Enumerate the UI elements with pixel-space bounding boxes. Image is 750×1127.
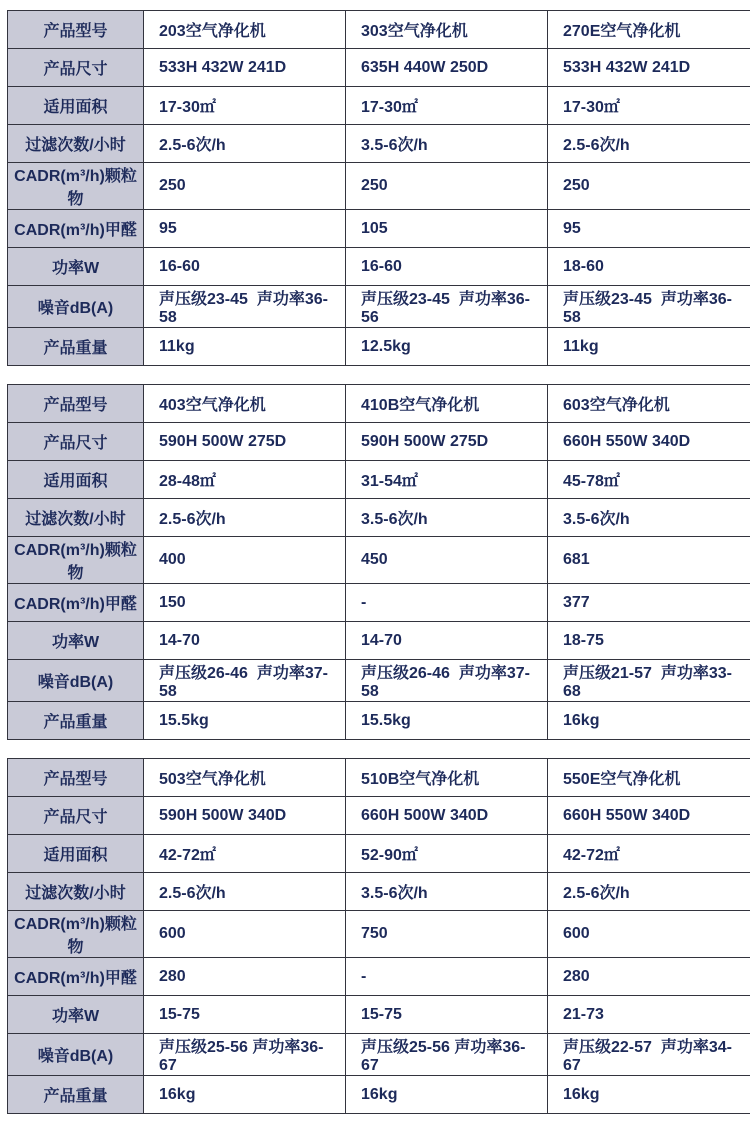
- table-row: [8, 584, 750, 622]
- table-row: [8, 759, 750, 797]
- spec-cell: 681: [548, 537, 750, 584]
- table-row: [8, 461, 750, 499]
- spec-cell: 550E空气净化机: [548, 759, 750, 797]
- spec-cell: 280: [144, 958, 346, 996]
- row-label: CADR(m³/h)颗粒物: [8, 911, 144, 958]
- table-row: [8, 660, 750, 702]
- spec-cell: 14-70: [346, 622, 548, 660]
- spec-cell: 16kg: [548, 1076, 750, 1114]
- spec-cell: 声压级21-57 声功率33-68: [548, 660, 750, 702]
- table-row: [8, 1076, 750, 1114]
- spec-cell: 声压级23-45 声功率36-58: [144, 286, 346, 328]
- spec-cell: 270E空气净化机: [548, 11, 750, 49]
- spec-cell: 660H 500W 340D: [346, 797, 548, 835]
- table-row: [8, 328, 750, 366]
- table-row: [8, 11, 750, 49]
- spec-cell: 17-30㎡: [548, 87, 750, 125]
- spec-cell: 377: [548, 584, 750, 622]
- table-row: [8, 958, 750, 996]
- spec-cell: 3.5-6次/h: [346, 499, 548, 537]
- spec-cell: 600: [548, 911, 750, 958]
- spec-cell: 303空气净化机: [346, 11, 548, 49]
- spec-cell: 533H 432W 241D: [144, 49, 346, 87]
- spec-cell: 声压级25-56 声功率36-67: [144, 1034, 346, 1076]
- row-label: 产品尺寸: [8, 423, 144, 461]
- spec-cell: 声压级23-45 声功率36-56: [346, 286, 548, 328]
- spec-cell: 17-30㎡: [144, 87, 346, 125]
- spec-cell: 95: [548, 210, 750, 248]
- row-label: 过滤次数/小时: [8, 125, 144, 163]
- row-label: CADR(m³/h)甲醛: [8, 210, 144, 248]
- table-row: [8, 911, 750, 958]
- table-row: [8, 248, 750, 286]
- spec-cell: 52-90㎡: [346, 835, 548, 873]
- spec-cell: 声压级26-46 声功率37-58: [346, 660, 548, 702]
- spec-cell: 2.5-6次/h: [548, 125, 750, 163]
- spec-cell: 17-30㎡: [346, 87, 548, 125]
- spec-cell: -: [346, 584, 548, 622]
- table-row: [8, 996, 750, 1034]
- table-row: [8, 622, 750, 660]
- spec-table-group-2: [7, 384, 750, 740]
- row-label: 适用面积: [8, 461, 144, 499]
- row-label: 过滤次数/小时: [8, 499, 144, 537]
- table-row: [8, 286, 750, 328]
- table-row: [8, 49, 750, 87]
- table-row: [8, 873, 750, 911]
- spec-cell: 600: [144, 911, 346, 958]
- spec-cell: 450: [346, 537, 548, 584]
- row-label: 产品尺寸: [8, 797, 144, 835]
- row-label: 功率W: [8, 622, 144, 660]
- spec-cell: 42-72㎡: [144, 835, 346, 873]
- spec-cell: 42-72㎡: [548, 835, 750, 873]
- table-row: [8, 1034, 750, 1076]
- spec-cell: 2.5-6次/h: [144, 873, 346, 911]
- spec-cell: 16-60: [144, 248, 346, 286]
- row-label: CADR(m³/h)甲醛: [8, 958, 144, 996]
- spec-cell: 150: [144, 584, 346, 622]
- spec-cell: 15-75: [346, 996, 548, 1034]
- spec-cell: 声压级25-56 声功率36-67: [346, 1034, 548, 1076]
- spec-cell: 590H 500W 340D: [144, 797, 346, 835]
- spec-cell: 16kg: [548, 702, 750, 740]
- spec-cell: 510B空气净化机: [346, 759, 548, 797]
- row-label: 噪音dB(A): [8, 660, 144, 702]
- row-label: 适用面积: [8, 835, 144, 873]
- table-row: [8, 702, 750, 740]
- spec-cell: 声压级22-57 声功率34-67: [548, 1034, 750, 1076]
- spec-cell: 28-48㎡: [144, 461, 346, 499]
- spec-cell: 660H 550W 340D: [548, 797, 750, 835]
- row-label: CADR(m³/h)颗粒物: [8, 163, 144, 210]
- table-row: [8, 499, 750, 537]
- row-label: 产品尺寸: [8, 49, 144, 87]
- table-row: [8, 797, 750, 835]
- row-label: 过滤次数/小时: [8, 873, 144, 911]
- spec-cell: 12.5kg: [346, 328, 548, 366]
- spec-cell: 声压级23-45 声功率36-58: [548, 286, 750, 328]
- spec-cell: 11kg: [144, 328, 346, 366]
- row-label: CADR(m³/h)甲醛: [8, 584, 144, 622]
- spec-cell: 503空气净化机: [144, 759, 346, 797]
- spec-cell: 45-78㎡: [548, 461, 750, 499]
- table-row: [8, 163, 750, 210]
- spec-cell: 18-60: [548, 248, 750, 286]
- table-row: [8, 87, 750, 125]
- spec-cell: 15.5kg: [346, 702, 548, 740]
- table-row: [8, 385, 750, 423]
- spec-cell: 590H 500W 275D: [144, 423, 346, 461]
- spec-cell: 660H 550W 340D: [548, 423, 750, 461]
- table-row: [8, 835, 750, 873]
- table-row: [8, 210, 750, 248]
- spec-cell: 280: [548, 958, 750, 996]
- spec-cell: 533H 432W 241D: [548, 49, 750, 87]
- row-label: 产品重量: [8, 702, 144, 740]
- spec-cell: 95: [144, 210, 346, 248]
- spec-cell: 603空气净化机: [548, 385, 750, 423]
- row-label: 产品型号: [8, 385, 144, 423]
- spec-cell: 403空气净化机: [144, 385, 346, 423]
- spec-cell: 2.5-6次/h: [144, 499, 346, 537]
- spec-cell: 250: [144, 163, 346, 210]
- spec-table-group-1: [7, 10, 750, 366]
- spec-cell: 15.5kg: [144, 702, 346, 740]
- spec-cell: 21-73: [548, 996, 750, 1034]
- spec-cell: 14-70: [144, 622, 346, 660]
- spec-cell: 15-75: [144, 996, 346, 1034]
- spec-cell: -: [346, 958, 548, 996]
- spec-cell: 18-75: [548, 622, 750, 660]
- row-label: 功率W: [8, 996, 144, 1034]
- row-label: 适用面积: [8, 87, 144, 125]
- table-row: [8, 423, 750, 461]
- spec-cell: 410B空气净化机: [346, 385, 548, 423]
- spec-cell: 750: [346, 911, 548, 958]
- spec-cell: 105: [346, 210, 548, 248]
- spec-cell: 250: [346, 163, 548, 210]
- spec-cell: 3.5-6次/h: [346, 873, 548, 911]
- spec-cell: 635H 440W 250D: [346, 49, 548, 87]
- spec-cell: 2.5-6次/h: [144, 125, 346, 163]
- spec-cell: 3.5-6次/h: [346, 125, 548, 163]
- spec-cell: 16kg: [346, 1076, 548, 1114]
- table-row: [8, 537, 750, 584]
- spec-cell: 16kg: [144, 1076, 346, 1114]
- spec-cell: 590H 500W 275D: [346, 423, 548, 461]
- row-label: 噪音dB(A): [8, 1034, 144, 1076]
- spec-cell: 16-60: [346, 248, 548, 286]
- row-label: 产品型号: [8, 11, 144, 49]
- row-label: CADR(m³/h)颗粒物: [8, 537, 144, 584]
- row-label: 功率W: [8, 248, 144, 286]
- spec-cell: 11kg: [548, 328, 750, 366]
- spec-cell: 203空气净化机: [144, 11, 346, 49]
- spec-cell: 400: [144, 537, 346, 584]
- row-label: 产品型号: [8, 759, 144, 797]
- spec-cell: 250: [548, 163, 750, 210]
- table-row: [8, 125, 750, 163]
- spec-table-group-3: [7, 758, 750, 1114]
- spec-cell: 2.5-6次/h: [548, 873, 750, 911]
- spec-cell: 3.5-6次/h: [548, 499, 750, 537]
- spec-cell: 声压级26-46 声功率37-58: [144, 660, 346, 702]
- row-label: 噪音dB(A): [8, 286, 144, 328]
- row-label: 产品重量: [8, 1076, 144, 1114]
- spec-cell: 31-54㎡: [346, 461, 548, 499]
- row-label: 产品重量: [8, 328, 144, 366]
